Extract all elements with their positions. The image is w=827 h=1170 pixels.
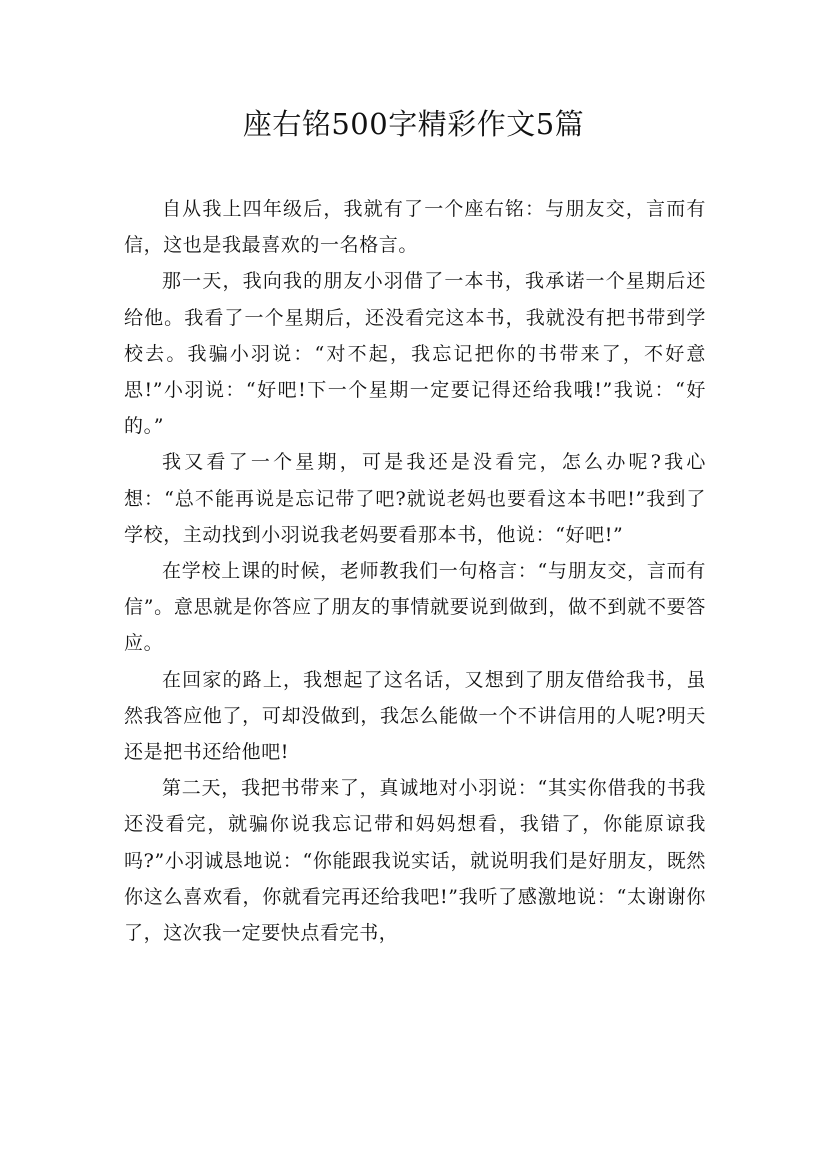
paragraph-5: 在回家的路上，我想起了这名话，又想到了朋友借给我书，虽然我答应他了，可却没做到，我怎么能做一个不讲信用的人呢?明天还是把书还给他吧! bbox=[124, 668, 706, 764]
paragraph-6: 第二天，我把书带来了，真诚地对小羽说：“其实你借我的书我还没看完，就骗你说我忘记带和妈妈想看，我错了，你能原谅我吗?”小羽诚恳地说：“你能跟我说实话，就说明我们是好朋友，既然你这么喜欢看，你就看完再还给我吧!”我听了感激地说：“太谢谢你了，这次我一定要快点看完书， bbox=[124, 777, 706, 945]
paragraph-3: 我又看了一个星期，可是我还是没看完，怎么办呢?我心想：“总不能再说是忘记带了吧?就说老妈也要看这本书吧!”我到了学校，主动找到小羽说我老妈要看那本书，他说：“好吧!” bbox=[124, 451, 706, 546]
document-title: 座右铭500字精彩作文5篇 bbox=[242, 107, 585, 141]
paragraph-2: 那一天，我向我的朋友小羽借了一本书，我承诺一个星期后还给他。我看了一个星期后，还没看完这本书，我就没有把书带到学校去。我骗小羽说：“对不起，我忘记把你的书带来了，不好意思!”小羽说：“好吧!下一个星期一定要记得还给我哦!”我说：“好的。” bbox=[124, 270, 706, 438]
paragraph-1: 自从我上四年级后，我就有了一个座右铭：与朋友交，言而有信，这也是我最喜欢的一名格言。 bbox=[124, 198, 706, 257]
document-body bbox=[124, 191, 706, 951]
paragraph-4: 在学校上课的时候，老师教我们一句格言：“与朋友交，言而有信”。意思就是你答应了朋友的事情就要说到做到，做不到就不要答应。 bbox=[124, 560, 706, 655]
